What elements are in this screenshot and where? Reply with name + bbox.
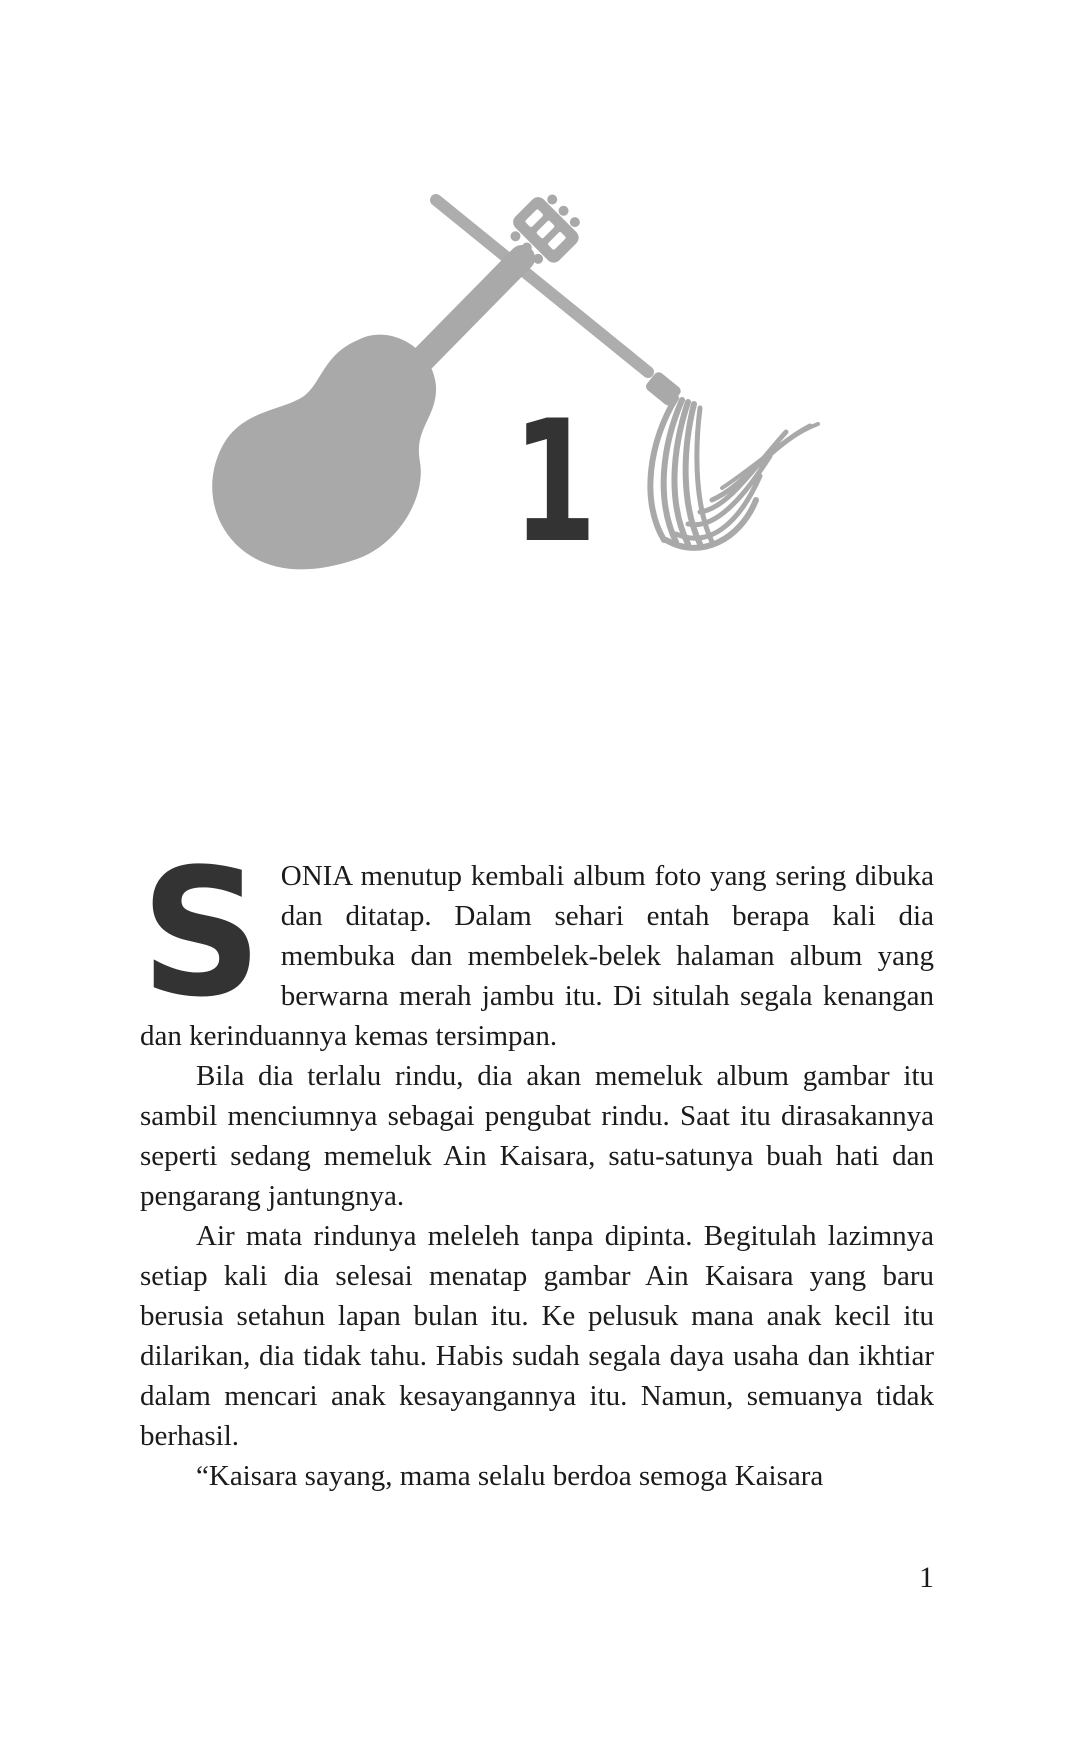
chapter-illustration (0, 0, 1080, 700)
paragraph-2: Bila dia terlalu rindu, dia akan memeluk album gambar itu sambil menciumnya sebagai pengubat rindu. Saat itu dirasakannya seperti sedang memeluk Ain Kaisara, satu-satunya buah hati dan pengarang jantungnya. (140, 1060, 934, 1212)
paragraph-1-text: ONIA menutup kembali album foto yang sering dibuka dan ditatap. Dalam sehari entah berapa kali dia membuka dan membelek-belek halaman album yang berwarna merah jambu itu. Di situlah segala kenangan dan kerinduannya kemas tersimpan. (140, 860, 934, 1052)
paragraph-4: “Kaisara sayang, mama selalu berdoa semoga Kaisara (196, 1460, 824, 1492)
page-number: 1 (919, 1561, 934, 1594)
paragraph-3: Air mata rindunya meleleh tanpa dipinta. Begitulah lazimnya setiap kali dia selesai menatap gambar Ain Kaisara yang baru berusia setahun lapan bulan itu. Ke pelusuk mana anak kecil itu dilarikan, dia tidak tahu. Habis sudah segala daya usaha dan ikhtiar dalam mencari anak kesayangannya itu. Namun, semuanya tidak berhasil. (140, 1220, 934, 1452)
paintbrush-icon (436, 200, 818, 548)
drop-cap: S (140, 831, 263, 1036)
paragraph-1 (140, 831, 934, 1056)
chapter-number: 1 (512, 384, 594, 580)
chapter-text (140, 831, 934, 1496)
